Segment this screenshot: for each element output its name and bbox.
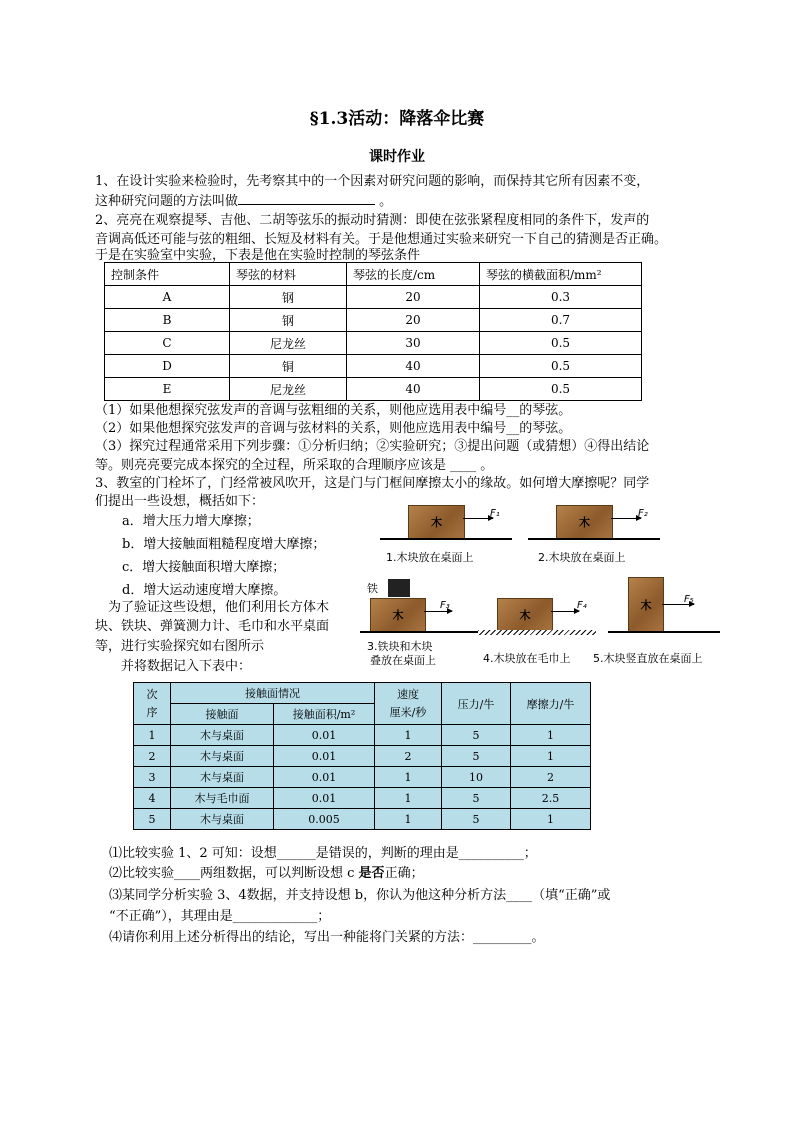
table-cell: 1 bbox=[375, 788, 442, 809]
table-header-row bbox=[105, 263, 642, 286]
table-surface bbox=[608, 631, 720, 633]
figure-caption: 5.木块竖直放在桌面上 bbox=[593, 652, 703, 665]
table-surface bbox=[380, 538, 512, 540]
figure-caption: 1.木块放在桌面上 bbox=[386, 551, 474, 564]
table-cell: 40 bbox=[347, 378, 480, 401]
table-row bbox=[134, 725, 591, 746]
q3-sub2 bbox=[109, 862, 709, 885]
wood-block-5: 木 bbox=[628, 577, 664, 632]
table-header: 接触面情况 bbox=[171, 683, 375, 704]
table-row bbox=[134, 767, 591, 788]
table-cell: 1 bbox=[511, 746, 591, 767]
table-cell: 0.01 bbox=[274, 788, 375, 809]
table-cell: 钢 bbox=[230, 309, 347, 332]
q1-line1: 1、在设计实验来检验时，先考察其中的一个因素对研究问题的影响，而保持其它所有因素不变， bbox=[95, 174, 650, 189]
q3-sub3b: “不正确”），其理由是_____________； bbox=[109, 909, 331, 924]
table-cell: 5 bbox=[442, 809, 511, 830]
q2-sub3b: 等。则亮亮要完成本探究的全过程，所采取的合理顺序应该是 ____ 。 bbox=[95, 458, 494, 473]
wood-block-2: 木 bbox=[556, 505, 613, 539]
page-title: §1.3活动：降落伞比赛 bbox=[309, 109, 485, 129]
table-cell: 30 bbox=[347, 332, 480, 355]
iron-label: 铁 bbox=[367, 582, 378, 595]
table-cell: 5 bbox=[442, 746, 511, 767]
table-cell: 木与桌面 bbox=[171, 746, 274, 767]
table-cell: 1 bbox=[375, 809, 442, 830]
q3-sub4: ⑷请你利用上述分析得出的结论，写出一种能将门关紧的方法：_________。 bbox=[109, 930, 545, 945]
force-arrow bbox=[611, 518, 641, 519]
table-cell: 5 bbox=[442, 788, 511, 809]
table-row bbox=[105, 286, 642, 309]
table-header: 琴弦的材料 bbox=[230, 263, 347, 286]
table-cell: 1 bbox=[375, 767, 442, 788]
q3-sub2-text: ⑵比较实验____两组数据，可以判断设想 c bbox=[109, 866, 359, 881]
table-cell: 钢 bbox=[230, 286, 347, 309]
table-cell: 40 bbox=[347, 355, 480, 378]
q3-verify1: 为了验证这些设想，他们利用长方体木 bbox=[108, 600, 330, 615]
table-cell: 0.3 bbox=[480, 286, 642, 309]
table-cell: 0.5 bbox=[480, 378, 642, 401]
list-item: d．增大运动速度增大摩擦。 bbox=[122, 583, 287, 598]
figure-caption: 叠放在桌面上 bbox=[370, 654, 436, 667]
table-header: 速度 厘米/秒 bbox=[375, 683, 442, 725]
table-cell: D bbox=[105, 355, 230, 378]
q1-line2-end: 。 bbox=[379, 194, 393, 209]
table-cell: 2 bbox=[511, 767, 591, 788]
table-row bbox=[105, 309, 642, 332]
table-header: 次 序 bbox=[134, 683, 171, 725]
table-cell: 1 bbox=[375, 725, 442, 746]
table-cell: 0.5 bbox=[480, 355, 642, 378]
q2-line3: 于是在实验室中实验，下表是他在实验时控制的琴弦条件 bbox=[95, 248, 421, 263]
figure-caption: 4.木块放在毛巾上 bbox=[483, 652, 571, 665]
list-item: a．增大压力增大摩擦； bbox=[122, 514, 260, 529]
table-cell: 0.5 bbox=[480, 332, 642, 355]
q1-line2-text: 这种研究问题的方法叫做 bbox=[95, 194, 239, 209]
table-cell: 木与桌面 bbox=[171, 809, 274, 830]
table-header: 压力/牛 bbox=[442, 683, 511, 725]
table-cell: 5 bbox=[442, 725, 511, 746]
table-cell: 1 bbox=[134, 725, 171, 746]
table-header: 琴弦的长度/cm bbox=[347, 263, 480, 286]
q3-sub2-end: 正确； bbox=[384, 866, 424, 881]
q2-line1: 2、亮亮在观察提琴、吉他、二胡等弦乐的振动时猜测：即使在弦张紧程度相同的条件下，发声的 bbox=[95, 213, 650, 228]
force-label: F₅ bbox=[684, 594, 694, 605]
table-cell: 0.7 bbox=[480, 309, 642, 332]
q3-verify3: 等，进行实验探究如右图所示 bbox=[95, 639, 265, 654]
table-row bbox=[105, 332, 642, 355]
wood-block-4: 木 bbox=[497, 598, 553, 632]
list-item: b．增大接触面粗糙程度增大摩擦； bbox=[122, 537, 326, 552]
table-surface bbox=[528, 538, 660, 540]
force-label: F₄ bbox=[577, 600, 587, 611]
table-header-row bbox=[134, 683, 591, 704]
force-arrow bbox=[463, 518, 493, 519]
q3-sub2-bold: 是否 bbox=[358, 866, 385, 881]
q3-record: 并将数据记入下表中： bbox=[121, 659, 252, 674]
table-header: 控制条件 bbox=[105, 263, 230, 286]
table-cell: 0.01 bbox=[274, 767, 375, 788]
q3-line1: 3、教室的门栓坏了，门经常被风吹开，这是门与门框间摩擦太小的缘故。如何增大摩擦呢？同学 bbox=[95, 476, 650, 491]
table-cell: 20 bbox=[347, 286, 480, 309]
iron-block bbox=[388, 579, 410, 597]
q1-line2 bbox=[95, 191, 705, 211]
table-cell: 尼龙丝 bbox=[230, 378, 347, 401]
hypothesis-list bbox=[122, 510, 325, 602]
towel-surface bbox=[478, 630, 596, 635]
table-cell: 5 bbox=[134, 809, 171, 830]
force-arrow bbox=[424, 611, 452, 612]
wood-block-1: 木 bbox=[408, 505, 465, 539]
table-cell: 1 bbox=[511, 725, 591, 746]
table-cell: 木与桌面 bbox=[171, 725, 274, 746]
table-cell: E bbox=[105, 378, 230, 401]
table-cell: 木与桌面 bbox=[171, 767, 274, 788]
table-cell: 尼龙丝 bbox=[230, 332, 347, 355]
q3-sub3a: ⑶某同学分析实验 3、4数据，并支持设想 b，你认为他这种分析方法____（填“正确”或 bbox=[109, 888, 611, 903]
table-cell: 2 bbox=[375, 746, 442, 767]
table-cell: 0.01 bbox=[274, 725, 375, 746]
wood-block-3: 木 bbox=[370, 598, 426, 632]
table-cell: 20 bbox=[347, 309, 480, 332]
list-item: c．增大接触面积增大摩擦； bbox=[122, 560, 286, 575]
table-cell: 0.01 bbox=[274, 746, 375, 767]
force-arrow bbox=[551, 611, 579, 612]
table-header: 接触面 bbox=[171, 704, 274, 725]
table-cell: A bbox=[105, 286, 230, 309]
table-cell: B bbox=[105, 309, 230, 332]
q3-sub1: ⑴比较实验 1、2 可知：设想______是错误的，判断的理由是__________； bbox=[109, 846, 537, 861]
table-cell: 0.005 bbox=[274, 809, 375, 830]
table-row bbox=[134, 809, 591, 830]
q2-sub2: （2）如果他想探究弦发声的音调与弦材料的关系，则他应选用表中编号__的琴弦。 bbox=[95, 421, 572, 436]
table-header: 接触面积/m² bbox=[274, 704, 375, 725]
table-row bbox=[134, 746, 591, 767]
table-surface bbox=[360, 631, 478, 633]
table-cell: C bbox=[105, 332, 230, 355]
table-row bbox=[105, 355, 642, 378]
q2-sub3a: （3）探究过程通常采用下列步骤：①分析归纳；②实验研究；③提出问题（或猜想）④得出结论 bbox=[95, 439, 650, 454]
answer-blank[interactable] bbox=[238, 191, 375, 205]
force-label: F₂ bbox=[638, 508, 648, 519]
table-cell: 4 bbox=[134, 788, 171, 809]
table-cell: 10 bbox=[442, 767, 511, 788]
table-cell: 木与毛巾面 bbox=[171, 788, 274, 809]
table-cell: 铜 bbox=[230, 355, 347, 378]
q2-sub1: （1）如果他想探究弦发声的音调与弦粗细的关系，则他应选用表中编号__的琴弦。 bbox=[95, 403, 572, 418]
table-cell: 1 bbox=[511, 809, 591, 830]
section-subtitle: 课时作业 bbox=[369, 149, 425, 165]
q2-line2: 音调高低还可能与弦的粗细、长短及材料有关。于是他想通过实验来研究一下自己的猜测是否正确。 bbox=[95, 232, 668, 247]
string-conditions-table bbox=[104, 262, 642, 401]
table-cell: 2 bbox=[134, 746, 171, 767]
table-cell: 3 bbox=[134, 767, 171, 788]
force-label: F₃ bbox=[440, 600, 450, 611]
table-row bbox=[134, 788, 591, 809]
figure-caption: 2.木块放在桌面上 bbox=[538, 551, 626, 564]
figure-caption: 3.铁块和木块 bbox=[367, 640, 433, 653]
table-header: 摩擦力/牛 bbox=[511, 683, 591, 725]
table-row bbox=[105, 378, 642, 401]
table-cell: 2.5 bbox=[511, 788, 591, 809]
friction-data-table bbox=[133, 682, 591, 830]
q3-line2: 们提出一些设想，概括如下： bbox=[95, 494, 265, 509]
force-label: F₁ bbox=[490, 508, 500, 519]
table-header: 琴弦的横截面积/mm² bbox=[480, 263, 642, 286]
q3-verify2: 块、铁块、弹簧测力计、毛巾和水平桌面 bbox=[95, 619, 330, 634]
